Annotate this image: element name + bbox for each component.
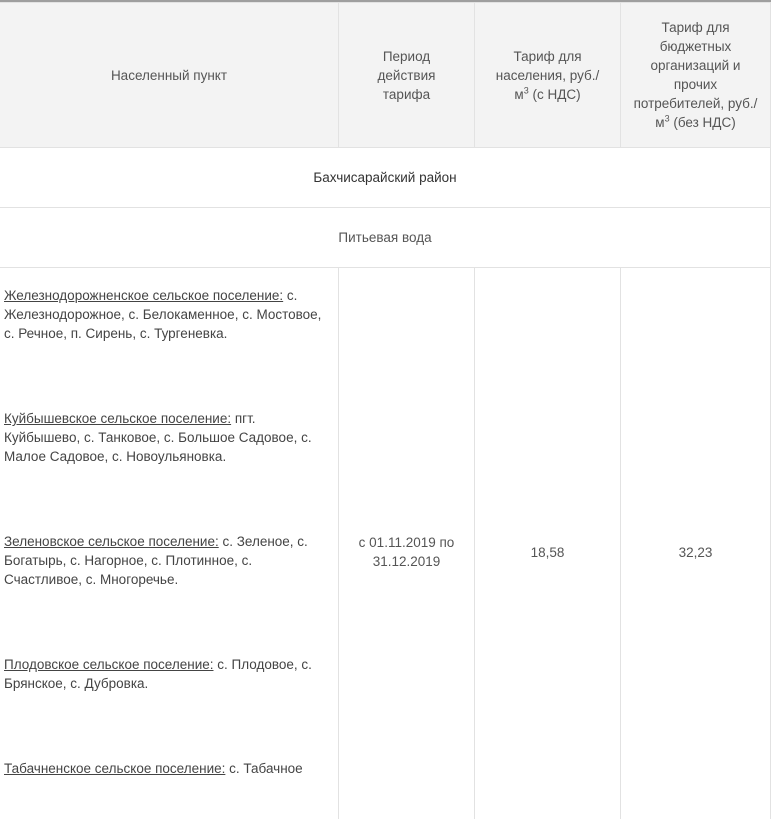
place-link[interactable]: Железнодорожненское сельское поселение: [4, 288, 284, 303]
list-item [4, 409, 332, 466]
list-item [4, 759, 332, 778]
settlements-text: с. Железнодорожное, с. Белокаменное, с. Мостовое, с. Речное, п. Сирень, с. Тургеневка. [4, 288, 322, 341]
place-link[interactable]: Табачненское сельское поселение: [4, 761, 226, 776]
place-link[interactable]: Зеленовское сельское поселение: [4, 534, 219, 549]
header-tariff-population: Тариф для населения, $руб./м^3$ (с НДС) [475, 3, 621, 148]
category-name: Питьевая вода [0, 208, 771, 268]
category-row [0, 208, 771, 268]
header-settlement: Населенный пункт [0, 3, 339, 148]
settlements-text: с. Табачное [225, 761, 303, 776]
region-name: Бахчисарайский район [0, 148, 771, 208]
tariff-budget-cell: 32,23 [621, 268, 771, 819]
list-item [4, 532, 332, 589]
places-cell [0, 268, 339, 819]
place-link[interactable]: Куйбышевское сельское поселение: [4, 411, 232, 426]
settlements-text: с. Плодовое, с. Брянское, с. Дубровка. [4, 657, 312, 691]
header-period: Период действия тарифа [339, 3, 475, 148]
list-item [4, 655, 332, 693]
table-header-row [0, 3, 771, 148]
region-row [0, 148, 771, 208]
period-cell: с 01.11.2019 по 31.12.2019 [339, 268, 475, 819]
settlements-text: пгт. Куйбышево, с. Танковое, с. Большое Садовое, с. Малое Садовое, с. Новоульяновка. [4, 411, 312, 464]
list-item [4, 286, 332, 343]
table-row [0, 268, 771, 819]
tariff-table [0, 2, 771, 819]
header-tariff-budget: Тариф для бюджетных организаций и прочих потребителей, $руб./м^3$ (без НДС) [621, 3, 771, 148]
settlements-text: с. Зеленое, с. Богатырь, с. Нагорное, с. Плотинное, с. Счастливое, с. Многоречье. [4, 534, 308, 587]
place-link[interactable]: Плодовское сельское поселение: [4, 657, 214, 672]
tariff-population-cell: 18,58 [475, 268, 621, 819]
